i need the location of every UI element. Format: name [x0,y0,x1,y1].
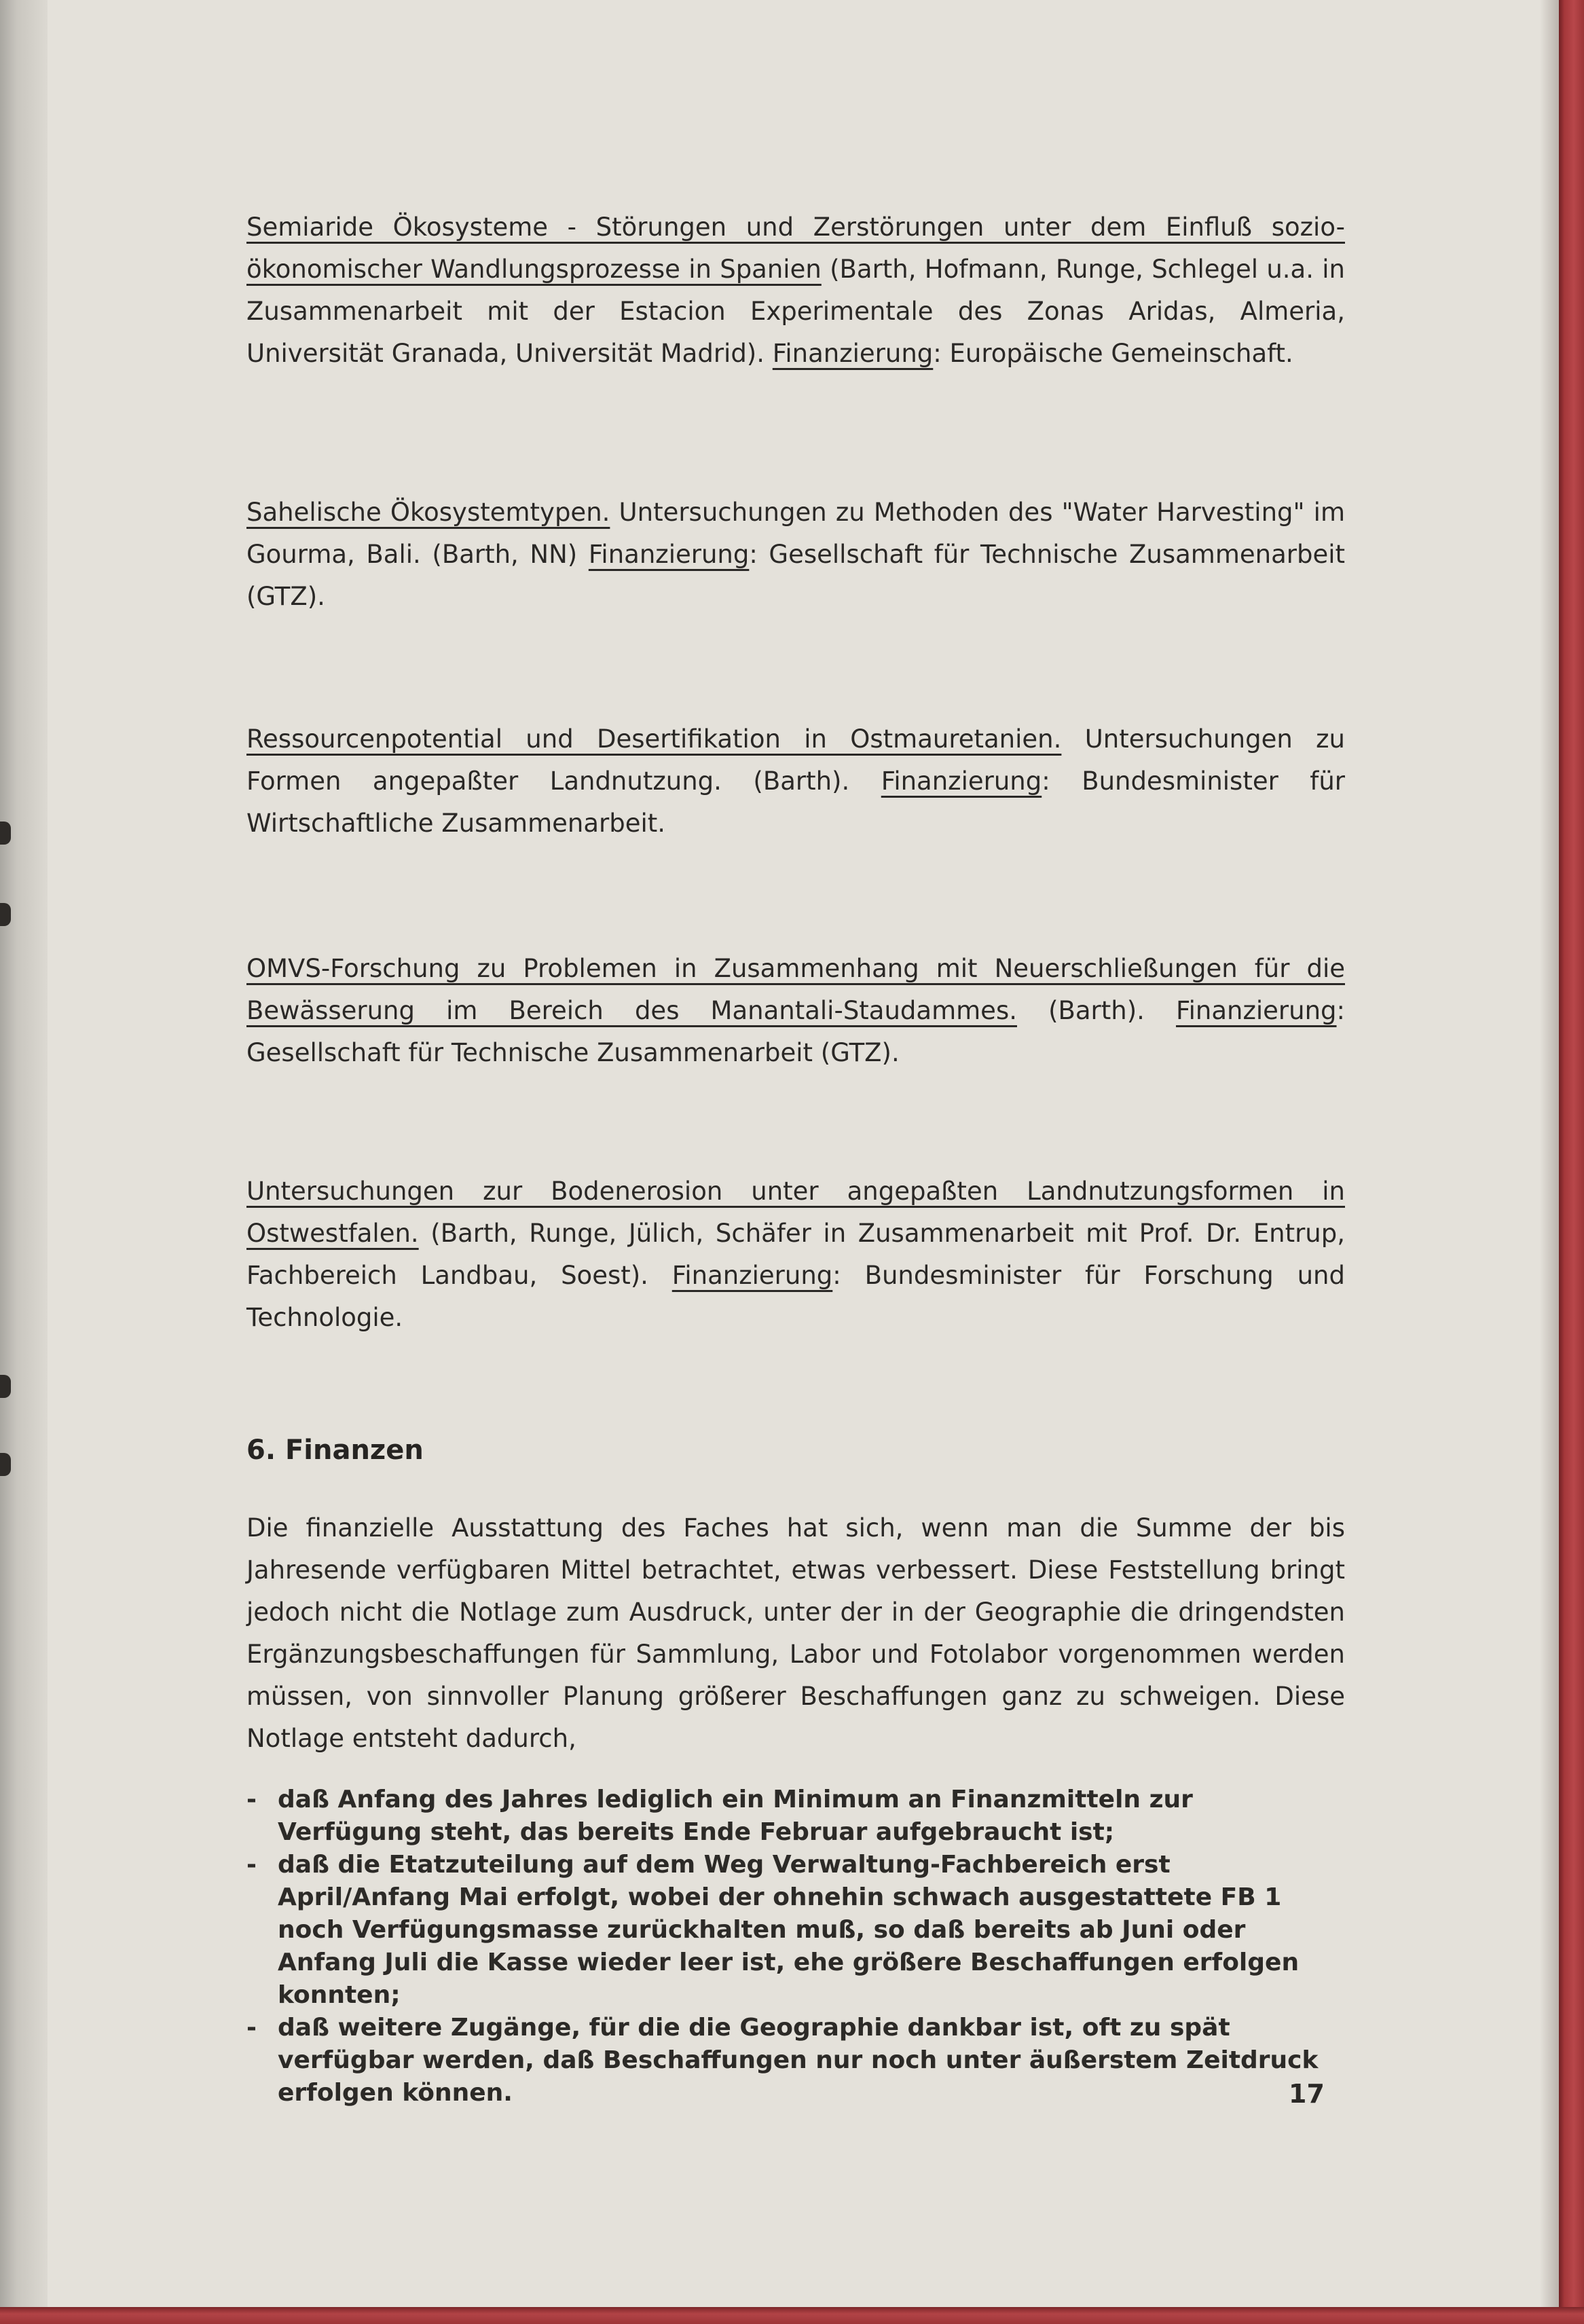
funding-label: Finanzierung [881,767,1042,796]
project-description: (Barth, Runge, Jülich, Schäfer in Zusammenarbeit mit Prof. Dr. Entrup, Fachbereich Landbau, Soest). [246,1219,1345,1290]
funding-source: : Bundesminister für Forschung und Technologie. [246,1261,1345,1332]
binding-mark [0,1375,11,1398]
list-item [246,2012,1345,2109]
red-cover-bottom [0,2307,1584,2324]
list-item [246,1849,1345,2012]
funding-source: : Europäische Gemeinschaft. [933,339,1293,368]
project-title: Semiaride Ökosysteme - Störungen und Zerstörungen unter dem Einfluß sozio-ökonomischer Wandlungsprozesse in Spanien [246,213,1345,284]
project-entry [246,718,1345,845]
project-description: (Barth). [1016,996,1177,1025]
project-title: OMVS-Forschung zu Problemen in Zusammenhang mit Neuerschließungen für die Bewässerung im Bereich des Manantali-Staudammes. [246,954,1345,1025]
bullet-marker: - [246,2014,257,2042]
project-entry [246,948,1345,1074]
binding-mark [0,903,11,926]
project-entry [246,206,1345,375]
project-description: Untersuchungen zu Methoden des "Water Harvesting" im Gourma, Bali. (Barth, NN) [246,498,1345,569]
project-description: (Barth, Hofmann, Runge, Schlegel u.a. in Zusammenarbeit mit der Estacion Experimentale des Zonas Aridas, Almeria, Universität Granada, Universität Madrid). [246,255,1345,368]
section-paragraph: Die finanzielle Ausstattung des Faches hat sich, wenn man die Summe der bis Jahresende verfügbaren Mittel betrachtet, etwas verbessert. Diese Feststellung bringt jedoch nicht die Notlage zum Ausdruck, unter der in der Geographie die dringendsten Ergänzungsbeschaffungen für Sammlung, Labor und Fotolabor vorgenommen werden müssen, von sinnvoller Planung größerer Beschaffungen ganz zu schweigen. Diese Notlage entsteht dadurch, [246,1513,1345,1753]
funding-source: : Gesellschaft für Technische Zusammenarbeit (GTZ). [246,996,1345,1067]
list-item-text: daß weitere Zugänge, für die die Geographie dankbar ist, oft zu spät verfügbar werden, daß Beschaffungen nur noch unter äußerstem Zeitdruck erfolgen können. [278,2014,1319,2107]
red-cover-edge [1559,0,1584,2324]
list-item [246,1784,1345,1849]
binding-edge [0,0,48,2324]
funding-label: Finanzierung [671,1261,833,1290]
bullet-list [246,1784,1345,2109]
list-item-text: daß Anfang des Jahres lediglich ein Minimum an Finanzmitteln zur Verfügung steht, das bereits Ende Februar aufgebraucht ist; [278,1786,1193,1846]
binding-mark [0,822,11,845]
funding-source: : Gesellschaft für Technische Zusammenarbeit (GTZ). [246,540,1345,611]
funding-source: : Bundesminister für Wirtschaftliche Zusammenarbeit. [246,767,1345,838]
funding-label: Finanzierung [772,339,934,368]
binding-mark [0,1453,11,1476]
funding-label: Finanzierung [1176,996,1337,1025]
funding-label: Finanzierung [588,540,750,569]
project-entry [246,492,1345,618]
section-heading: 6. Finanzen [246,1435,424,1466]
project-title: Ressourcenpotential und Desertifikation in Ostmauretanien. [246,724,1062,754]
project-description: Untersuchungen zu Formen angepaßter Landnutzung. (Barth). [246,724,1346,796]
page-shadow [1540,0,1559,2324]
list-item-text: daß die Etatzuteilung auf dem Weg Verwaltung-Fachbereich erst April/Anfang Mai erfolgt, wobei der ohnehin schwach ausgestattete FB 1 noch Verfügungsmasse zurückhalten muß, so daß bereits ab Juni oder Anfang Juli die Kasse wieder leer ist, ehe größere Beschaffungen erfolgen konnten; [278,1851,1300,2009]
bullet-marker: - [246,1851,257,1879]
project-title: Untersuchungen zur Bodenerosion unter angepaßten Landnutzungsformen in Ostwestfalen. [246,1177,1345,1248]
project-entry [246,1170,1345,1339]
page-number: 17 [1289,2079,1325,2109]
bullet-marker: - [246,1786,257,1813]
project-title: Sahelische Ökosystemtypen. [246,498,610,527]
